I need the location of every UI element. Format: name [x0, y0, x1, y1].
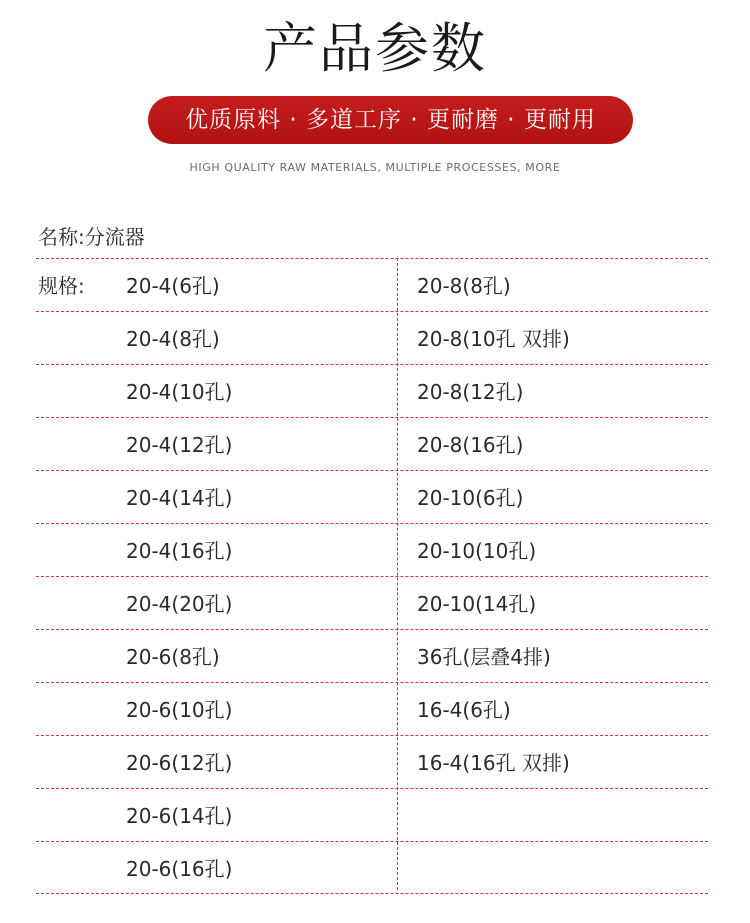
spec-left-cell: 20-4(20孔) — [126, 592, 233, 616]
table-row — [36, 523, 708, 576]
spec-left-cell: 20-4(6孔) — [126, 274, 220, 298]
table-row — [36, 417, 708, 470]
feature-banner: 优质原料 · 多道工序 · 更耐磨 · 更耐用 — [148, 96, 633, 144]
spec-left-cell: 20-6(16孔) — [126, 857, 233, 881]
table-row — [36, 682, 708, 735]
table-row — [36, 258, 708, 311]
spec-left-cell: 20-4(14孔) — [126, 486, 233, 510]
table-row — [36, 364, 708, 417]
table-row — [36, 311, 708, 364]
spec-right-cell: 36孔(层叠4排) — [417, 645, 551, 669]
spec-left-cell: 20-6(8孔) — [126, 645, 220, 669]
spec-left-cell: 20-6(10孔) — [126, 698, 233, 722]
english-subtitle: HIGH QUALITY RAW MATERIALS, MULTIPLE PROCESSES, MORE — [189, 161, 561, 174]
spec-left-cell: 20-4(12孔) — [126, 433, 233, 457]
product-name: 名称:分流器 — [38, 225, 145, 249]
spec-left-cell: 20-6(14孔) — [126, 804, 233, 828]
spec-right-cell: 20-8(10孔 双排) — [417, 327, 570, 351]
spec-right-cell: 16-4(6孔) — [417, 698, 511, 722]
spec-left-cell: 20-4(10孔) — [126, 380, 233, 404]
spec-left-cell: 20-6(12孔) — [126, 751, 233, 775]
spec-right-cell: 20-10(14孔) — [417, 592, 537, 616]
table-row — [36, 788, 708, 841]
spec-right-cell: 20-10(6孔) — [417, 486, 524, 510]
spec-label: 规格: — [38, 274, 85, 298]
table-row — [36, 470, 708, 523]
spec-right-cell: 20-8(12孔) — [417, 380, 524, 404]
spec-left-cell: 20-4(16孔) — [126, 539, 233, 563]
spec-left-cell: 20-4(8孔) — [126, 327, 220, 351]
page-title: 产品参数 — [263, 17, 487, 80]
table-row — [36, 841, 708, 894]
table-row — [36, 629, 708, 682]
spec-right-cell: 20-10(10孔) — [417, 539, 537, 563]
spec-right-cell: 20-8(8孔) — [417, 274, 511, 298]
spec-right-cell: 16-4(16孔 双排) — [417, 751, 570, 775]
table-row — [36, 735, 708, 788]
table-row — [36, 576, 708, 629]
spec-table — [36, 258, 708, 894]
spec-right-cell: 20-8(16孔) — [417, 433, 524, 457]
